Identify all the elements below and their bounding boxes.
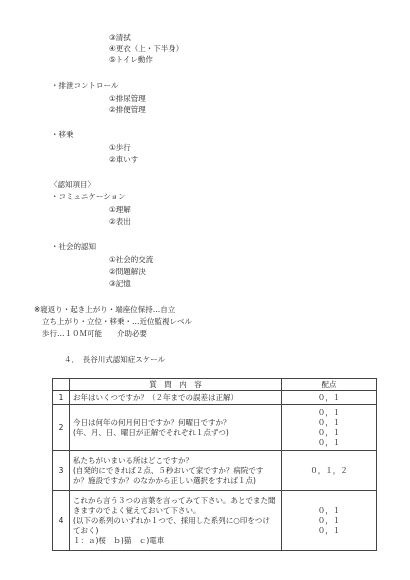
score-cell xyxy=(282,451,377,491)
question-line: １：ａ)桜 ｂ)猫 ｃ)電車 xyxy=(73,535,165,545)
score-value: ０，１ xyxy=(317,505,341,515)
question-line: 今日は何年の何月何日ですか？何曜日ですか？ xyxy=(73,417,231,427)
table-row xyxy=(53,491,377,551)
social-cognition-heading: ・社会的認知 xyxy=(51,242,96,251)
table-row xyxy=(53,451,377,491)
excretion-sub-item: ②排便管理 xyxy=(109,105,146,114)
question-line: ておく) xyxy=(73,525,99,535)
social-sub-item: ③記憶 xyxy=(109,279,131,288)
table-header-score: 配点 xyxy=(282,379,377,391)
question-cell xyxy=(70,451,282,491)
score-value: ０，１ xyxy=(317,525,341,535)
question-cell xyxy=(70,405,282,451)
transfer-heading: ・移乗 xyxy=(51,130,74,139)
transfer-sub-item: ②車いす xyxy=(109,155,139,164)
score-value: ０，１ xyxy=(317,417,341,427)
grooming-sub-item: ⑤トイレ動作 xyxy=(109,55,153,64)
social-sub-item: ②問題解決 xyxy=(109,267,146,276)
mobility-note-line: 立ち上がり・立位・移乗・…近位監視レベル xyxy=(42,317,192,326)
score-value: ０，１ xyxy=(317,515,341,525)
cognition-header: 〈認知項目〉 xyxy=(50,180,95,189)
question-cell xyxy=(70,391,282,405)
communication-sub-item: ②表出 xyxy=(109,217,131,226)
score-value: ０，１ xyxy=(317,437,341,447)
communication-heading: ・コミュニケーション xyxy=(51,192,126,201)
question-line: これから言う３つの言葉を言ってみて下さい。あとでまた聞 xyxy=(73,495,276,505)
row-number: 4 xyxy=(53,491,70,551)
grooming-sub-item: ③清拭 xyxy=(109,33,131,42)
question-line: お年はいくつですか？（２年までの誤差は正解） xyxy=(73,392,238,402)
question-line: きますのでよく覚えておいて下さい。 xyxy=(73,505,201,515)
table-row xyxy=(53,405,377,451)
grooming-sub-item: ④更衣（上・下半身） xyxy=(109,44,184,53)
score-value: ０，１，２ xyxy=(310,465,348,475)
table-header-row xyxy=(53,379,377,391)
score-value: ０，１ xyxy=(317,407,341,417)
score-value: ０，１ xyxy=(317,392,341,402)
hasegawa-scale-table xyxy=(52,378,377,551)
table-row xyxy=(53,391,377,405)
question-line: か？施設ですか？のなかから正しい選択をすれば１点) xyxy=(73,475,256,485)
excretion-sub-item: ①排尿管理 xyxy=(109,94,146,103)
question-line: (自発的にできれば２点、５秒おいて家ですか？病院です xyxy=(73,465,264,475)
question-line: (年、月、日、曜日が正解でそれぞれ１点ずつ) xyxy=(73,427,229,437)
question-line: (以下の系列のいずれか１つで、採用した系列に○印をつけ xyxy=(73,515,270,525)
table-header-number xyxy=(53,379,70,391)
table-header-question: 質 問 内 容 xyxy=(70,379,282,391)
row-number: 3 xyxy=(53,451,70,491)
question-line: 私たちがいまいる所はどこですか？ xyxy=(73,455,193,465)
communication-sub-item: ①理解 xyxy=(109,205,131,214)
section-title: ４． 長谷川式認知症スケール xyxy=(64,355,166,364)
question-cell xyxy=(70,491,282,551)
excretion-heading: ・排泄コントロール xyxy=(51,81,119,90)
score-cell xyxy=(282,405,377,451)
score-cell xyxy=(282,391,377,405)
row-number: 2 xyxy=(53,405,70,451)
transfer-sub-item: ①歩行 xyxy=(109,143,131,152)
mobility-note-line: ※寝返り・起き上がり・端座位保持…自立 xyxy=(34,305,176,314)
social-sub-item: ①社会的交流 xyxy=(109,255,154,264)
score-cell xyxy=(282,491,377,551)
mobility-note-line: 歩行…１０Ｍ可能 介助必要 xyxy=(42,329,147,338)
row-number: 1 xyxy=(53,391,70,405)
score-value: ０，１ xyxy=(317,427,341,437)
